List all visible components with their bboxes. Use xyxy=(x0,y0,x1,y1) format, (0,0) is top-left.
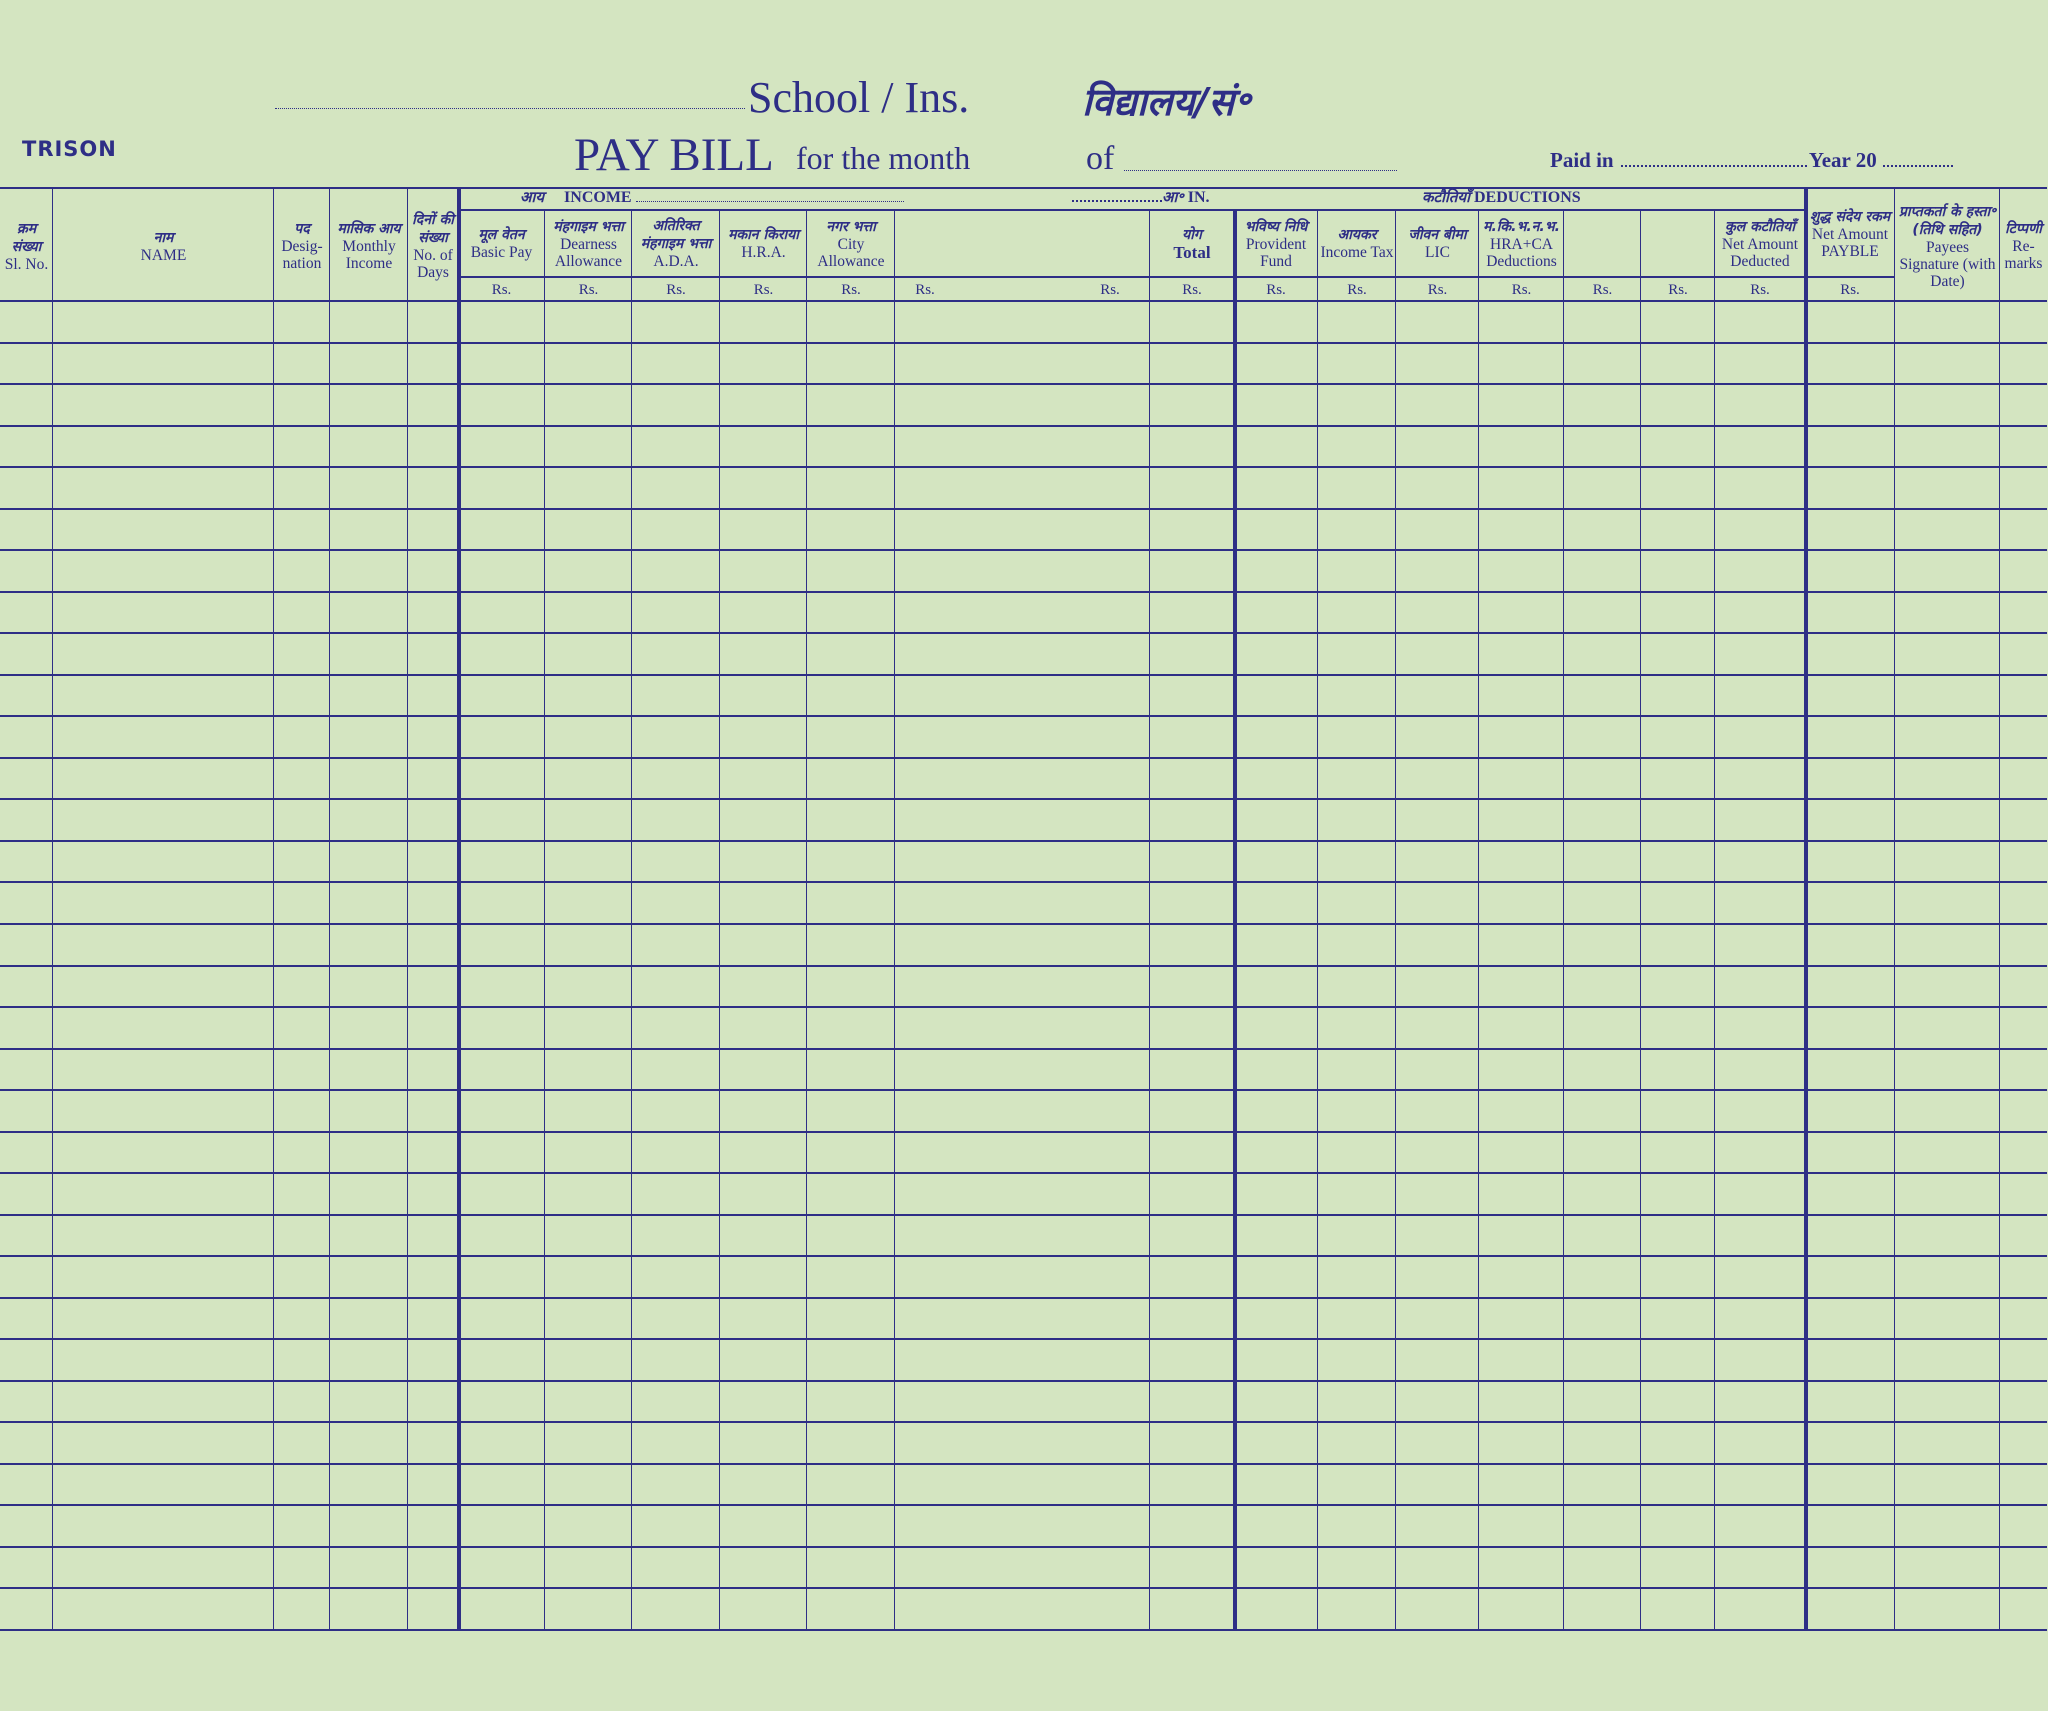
column-header-english: Total xyxy=(1173,243,1211,262)
column-header-hindi: मकान किराया xyxy=(728,227,799,243)
column-header-hindi: प्राप्तकर्ता के हस्ता॰ (तिथि सहित) xyxy=(1898,203,1997,238)
column-header-english: City Allowance xyxy=(817,235,885,270)
column-header-hindi: शुद्ध संदेय रकम xyxy=(1809,208,1891,225)
column-header-hindi: पद xyxy=(294,221,310,237)
column-header-hindi: मूल वेतन xyxy=(478,227,525,243)
column-header-no-of-days xyxy=(408,191,458,301)
grid-line xyxy=(1805,276,1895,278)
trison-logo: TRISON xyxy=(22,137,117,161)
column-header-hra xyxy=(720,211,807,276)
column-header-monthly-income xyxy=(330,191,408,301)
table-row[interactable] xyxy=(0,799,2047,841)
table-row[interactable] xyxy=(0,1256,2047,1298)
table-row[interactable] xyxy=(0,1007,2047,1049)
unit-label: Rs. xyxy=(491,282,512,298)
unit-label: Rs. xyxy=(1840,282,1860,298)
column-header-sl-no xyxy=(0,191,53,301)
column-header-dearness-allowance xyxy=(545,211,632,276)
table-row[interactable] xyxy=(0,1339,2047,1381)
unit-label: Rs. xyxy=(1427,282,1448,298)
column-header-blank-ded-1 xyxy=(1564,211,1641,276)
table-row[interactable] xyxy=(0,1422,2047,1464)
column-header-hindi: मासिक आय xyxy=(337,221,401,237)
table-row[interactable] xyxy=(0,509,2047,551)
table-row[interactable] xyxy=(0,1215,2047,1257)
column-header-city-allowance xyxy=(807,211,895,276)
column-header-english: Sl. No. xyxy=(4,255,49,273)
column-header-name xyxy=(53,191,274,301)
column-header-hindi: कुल कटौतियाँ xyxy=(1725,218,1795,235)
table-row[interactable] xyxy=(0,758,2047,800)
column-header-english: A.D.A. xyxy=(653,253,699,270)
table-row[interactable] xyxy=(0,426,2047,468)
column-header-net-amount-deducted xyxy=(1715,211,1805,276)
school-name-field[interactable] xyxy=(275,108,745,109)
year-field[interactable] xyxy=(1883,165,1953,167)
table-row[interactable] xyxy=(0,1173,2047,1215)
column-header-english: Desig-nation xyxy=(281,238,323,272)
page-title: PAY BILL xyxy=(574,129,774,181)
table-row[interactable] xyxy=(0,550,2047,592)
unit-label: Rs. xyxy=(753,282,774,298)
column-header-ada xyxy=(632,211,720,276)
column-header-hindi: योग xyxy=(1182,227,1202,243)
table-row[interactable] xyxy=(0,841,2047,883)
column-header-hra-ca-deductions xyxy=(1479,211,1564,276)
table-row[interactable] xyxy=(0,1588,2047,1630)
column-header-net-amount-payable xyxy=(1805,191,1895,276)
paid-in-line xyxy=(1550,148,1953,173)
income-group-title: आय INCOME xyxy=(520,187,904,209)
column-header-english: LIC xyxy=(1425,244,1450,261)
unit-label: Rs. xyxy=(1511,282,1532,298)
column-header-hindi: जीवन बीमा xyxy=(1408,227,1467,243)
deductions-group-title: कटौतियाँ DEDUCTIONS xyxy=(1422,188,1581,206)
column-header-english: Dearness Allowance xyxy=(554,235,623,270)
table-row[interactable] xyxy=(0,882,2047,924)
table-row[interactable] xyxy=(0,1547,2047,1589)
column-header-remarks xyxy=(2000,191,2047,301)
year-label: Year 20 xyxy=(1808,148,1877,172)
column-header-hindi: नगर भत्ता xyxy=(826,218,876,235)
grid-line xyxy=(458,209,1805,211)
unit-label: Rs. xyxy=(841,282,861,298)
table-row[interactable] xyxy=(0,467,2047,509)
of-label: of xyxy=(1086,140,1115,177)
column-header-provident-fund xyxy=(1234,211,1318,276)
column-header-basic-pay xyxy=(458,211,545,276)
table-row[interactable] xyxy=(0,1381,2047,1423)
table-row[interactable] xyxy=(0,1464,2047,1506)
column-header-hindi: भविष्य निधि xyxy=(1244,218,1308,235)
column-header-english: No. of Days xyxy=(413,247,453,281)
column-header-hindi: नाम xyxy=(153,229,174,246)
income-group-suffix: आ॰ IN. xyxy=(1072,187,1210,209)
column-header-english: NAME xyxy=(140,246,187,264)
column-header-english: HRA+CA Deductions xyxy=(1486,235,1557,270)
table-row[interactable] xyxy=(0,633,2047,675)
table-row[interactable] xyxy=(0,592,2047,634)
column-header-english: Monthly Income xyxy=(342,238,396,272)
column-header-hindi: म.कि.भ.न.भ. xyxy=(1483,218,1560,235)
column-header-hindi: टिप्पणी xyxy=(2005,221,2042,237)
unit-label: Rs. xyxy=(915,282,935,298)
paid-in-field[interactable] xyxy=(1621,165,1807,167)
column-header-hindi: आयकर xyxy=(1337,227,1377,243)
table-row[interactable] xyxy=(0,716,2047,758)
grid-line xyxy=(0,187,2047,189)
column-header-lic xyxy=(1396,211,1479,276)
table-row[interactable] xyxy=(0,924,2047,966)
table-row[interactable] xyxy=(0,301,2047,343)
grid-line xyxy=(458,276,1805,278)
table-row[interactable] xyxy=(0,343,2047,385)
column-header-blank-income xyxy=(895,211,1150,276)
table-row[interactable] xyxy=(0,1049,2047,1091)
column-header-english: H.R.A. xyxy=(741,244,786,261)
unit-label: Rs. xyxy=(1592,282,1613,298)
table-row[interactable] xyxy=(0,384,2047,426)
column-header-payees-signature xyxy=(1895,191,2000,301)
column-header-designation xyxy=(274,191,330,301)
unit-label: Rs. xyxy=(1750,282,1770,298)
column-header-hindi: दिनों की संख्या xyxy=(412,212,454,246)
column-header-english: Basic Pay xyxy=(470,244,533,261)
column-header-english: Payees Signature (with Date) xyxy=(1899,238,1996,290)
table-row[interactable] xyxy=(0,1090,2047,1132)
column-header-english: Re-marks xyxy=(2004,238,2043,272)
unit-label: Rs. xyxy=(1668,282,1688,298)
for-month-label: for the month xyxy=(796,140,971,176)
month-field[interactable] xyxy=(1124,170,1397,171)
column-header-english: Net Amount PAYBLE xyxy=(1811,225,1889,260)
column-header-english: Income Tax xyxy=(1320,244,1394,261)
pay-bill-table xyxy=(0,187,2047,1630)
table-row[interactable] xyxy=(0,966,2047,1008)
unit-label: Rs. xyxy=(1100,282,1120,298)
paid-in-label: Paid in xyxy=(1550,148,1614,172)
unit-label: Rs. xyxy=(1347,282,1367,298)
column-header-english: Provident Fund xyxy=(1245,235,1307,270)
unit-label: Rs. xyxy=(578,282,599,298)
column-header-hindi: क्रम संख्या xyxy=(11,220,42,255)
column-header-blank-ded-2 xyxy=(1641,211,1715,276)
school-label-hindi: विद्यालय/सं॰ xyxy=(1082,80,1251,124)
column-header-hindi: अतिरिक्त मंहगाइम भत्ता xyxy=(640,218,712,252)
table-row[interactable] xyxy=(0,675,2047,717)
column-header-hindi: मंहगाइम भत्ता xyxy=(553,218,624,235)
unit-label: Rs. xyxy=(1182,282,1202,298)
column-header-english: Net Amount Deducted xyxy=(1721,235,1799,270)
table-row[interactable] xyxy=(0,1132,2047,1174)
column-header-total xyxy=(1150,211,1234,276)
unit-label: Rs. xyxy=(666,282,686,298)
unit-label: Rs. xyxy=(1266,282,1286,298)
table-row[interactable] xyxy=(0,1298,2047,1340)
table-row[interactable] xyxy=(0,1505,2047,1547)
school-label: School / Ins. xyxy=(748,73,970,122)
column-header-income-tax xyxy=(1318,211,1396,276)
